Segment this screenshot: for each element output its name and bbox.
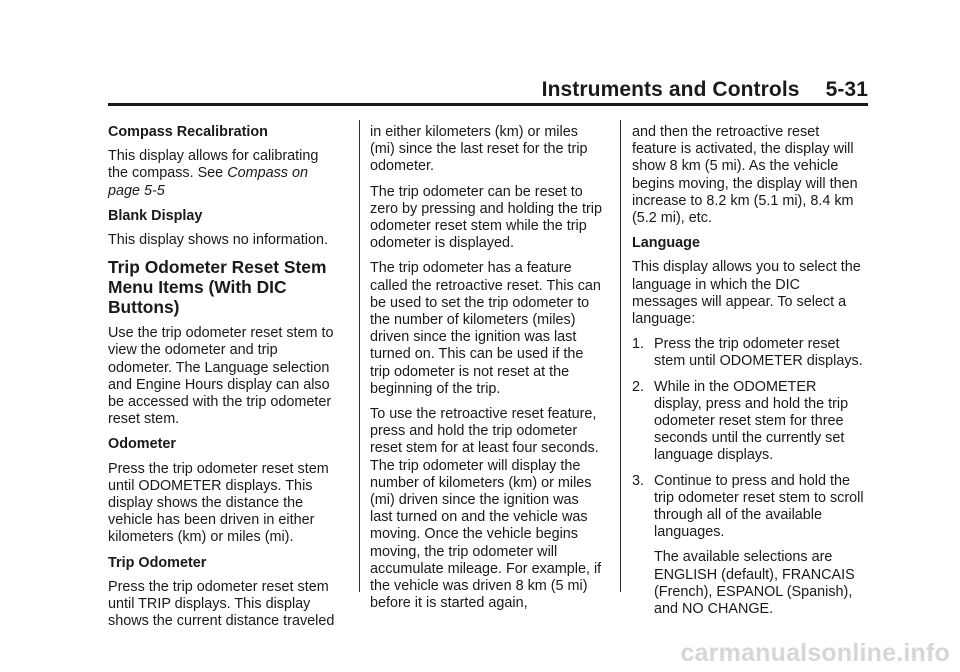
retroactive-reset-text: The trip odometer has a feature called the retroactive reset. This can be used to set the trip odometer to the number of kilometers (miles) driven since the ignition was last turned on. This can be used if the trip odometer is not reset at the beginning of the trip.: [370, 260, 601, 397]
blank-display-text: This display shows no information.: [108, 232, 328, 249]
trip-odometer-heading: Trip Odometer: [108, 554, 207, 571]
odometer-heading: Odometer: [108, 436, 176, 453]
section-intro: Use the trip odometer reset stem to view the odometer and trip odometer. The Language selection and Engine Hours display can also be accessed with the trip odometer reset stem.: [108, 325, 334, 428]
header-text: [542, 78, 868, 102]
list-item: [632, 473, 864, 542]
step-text: Press the trip odometer reset stem until ODOMETER displays.: [654, 336, 863, 370]
step-number: 2.: [632, 378, 645, 395]
column-3: [632, 124, 864, 626]
watermark: carmanualsonline.info: [680, 639, 950, 667]
odometer-text: Press the trip odometer reset stem until ODOMETER displays. This display shows the distance the vehicle has been driven in either kilometers (km) or miles (mi).: [108, 460, 329, 546]
step-text: While in the ODOMETER display, press and hold the trip odometer reset stem for three seconds until the currently set language displays.: [654, 378, 849, 464]
available-selections-text: The available selections are ENGLISH (default), FRANCAIS (French), ESPANOL (Spanish), and NO CHANGE.: [654, 549, 855, 618]
step-number: 1.: [632, 336, 645, 353]
list-item: [632, 336, 864, 370]
language-text: This display allows you to select the language in which the DIC messages will appear. To select a language:: [632, 259, 861, 328]
compass-page-link[interactable]: Compass on page 5-5: [108, 165, 308, 199]
trip-reset-text: The trip odometer can be reset to zero by pressing and holding the trip odometer reset stem while the trip odometer is displayed.: [370, 183, 602, 252]
page-header: [108, 78, 868, 108]
compass-recalibration-text: [108, 148, 340, 200]
column-1: [108, 124, 340, 638]
compass-recalibration-heading: Compass Recalibration: [108, 124, 268, 140]
blank-display-heading: Blank Display: [108, 207, 203, 224]
retroactive-example-text: and then the retroactive reset feature is activated, the display will show 8 km (5 mi). As the vehicle begins moving, the display will then increase to 8.2 km (5.1 mi), 8.4 km (5.2 mi), etc.: [632, 124, 858, 227]
list-item: [632, 379, 864, 465]
compass-recalibration-body: This display allows for calibrating the compass. See: [108, 148, 319, 182]
section-title: Instruments and Controls: [541, 78, 800, 101]
step-number: 3.: [632, 472, 645, 489]
step-text: Continue to press and hold the trip odometer reset stem to scroll through all of the available languages.: [654, 472, 864, 541]
page-number: 5-31: [825, 78, 868, 101]
language-steps: [632, 336, 864, 618]
trip-odometer-text: Press the trip odometer reset stem until TRIP displays. This display shows the current distance traveled: [108, 578, 335, 630]
column-divider-1: [359, 120, 360, 592]
section-heading: Trip Odometer Reset Stem Menu Items (With DIC Buttons): [108, 257, 327, 318]
language-heading: Language: [632, 235, 700, 252]
retroactive-usage-text: To use the retroactive reset feature, press and hold the trip odometer reset stem for at least four seconds. The trip odometer will display the number of kilometers (km) or miles (mi) driven since the ignition was last turned on and the vehicle was moving. Once the vehicle begins moving, the trip odometer will accumulate mileage. For example, if the vehicle was driven 8 km (5 mi) before it is started again,: [370, 406, 602, 612]
column-2: [370, 124, 602, 620]
header-rule: [108, 103, 868, 106]
trip-odometer-continued: in either kilometers (km) or miles (mi) since the last reset for the trip odometer.: [370, 124, 588, 175]
column-divider-2: [620, 120, 621, 592]
